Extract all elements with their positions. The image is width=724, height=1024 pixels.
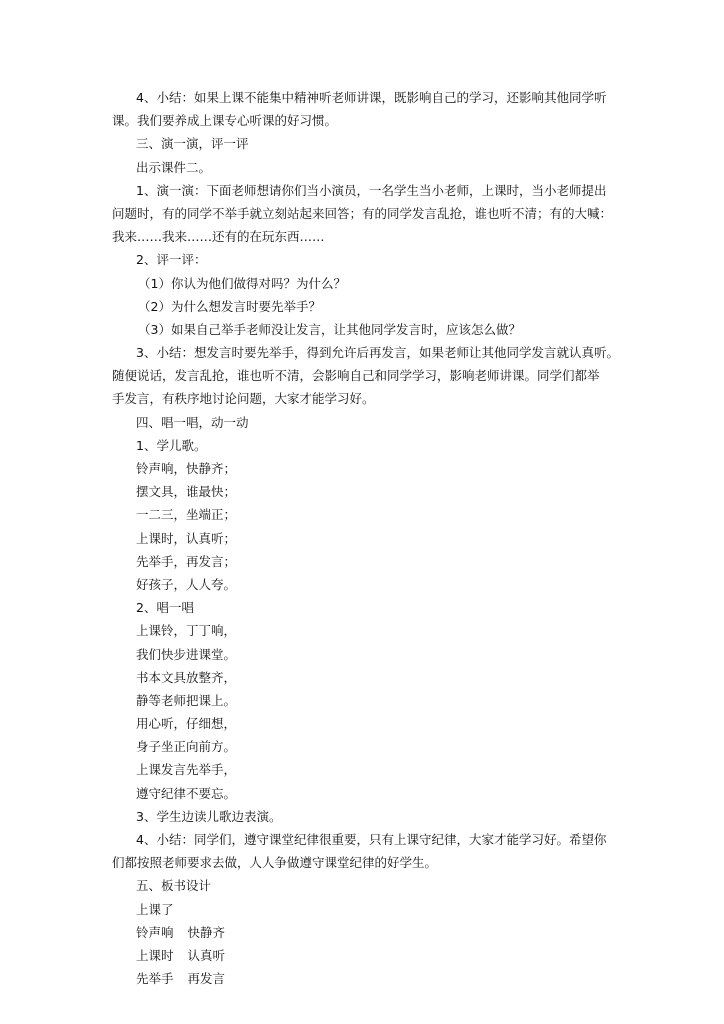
summary-paragraph-1-line-1: 4、小结：如果上课不能集中精神听老师讲课，既影响自己的学习，还影响其他同学听: [136, 90, 607, 105]
perform-rhyme-line: 3、学生边读儿歌边表演。: [136, 808, 282, 824]
song-lyric-line: 上课发言先举手，: [136, 762, 237, 778]
board-row-right: 再发言: [187, 971, 226, 987]
song-lyric-line: 静等老师把课上。: [136, 692, 237, 708]
evaluate-question-1: （1）你认为他们做得对吗？为什么？: [138, 275, 346, 291]
rhyme-line: 先举手，再发言；: [136, 553, 237, 569]
learn-rhyme-heading: 1、学儿歌。: [136, 437, 207, 453]
act-paragraph-line-2: 问题时，有的同学不举手就立刻站起来回答；有的同学发言乱抢，谁也听不清；有的大喊：: [112, 205, 613, 221]
rhyme-line: 上课时，认真听；: [136, 530, 237, 546]
board-row-left: 铃声响: [136, 924, 174, 940]
summary-paragraph-1-line-2: 课。我们要养成上课专心听课的好习惯。: [112, 113, 338, 129]
board-row-left: 上课时: [136, 947, 174, 963]
rhyme-line: 铃声响，快静齐；: [136, 461, 237, 476]
act-paragraph-line-3: 我来……我来……还有的在玩东西……: [112, 229, 325, 245]
board-row: [112, 921, 628, 944]
summary-paragraph-2-line-1: 3、小结：想发言时要先举手，得到允许后再发言，如果老师让其他同学发言就认真听。: [136, 345, 619, 361]
sing-heading: 2、唱一唱: [136, 600, 194, 616]
section-3-show-courseware: 出示课件二。: [136, 159, 212, 175]
evaluate-heading: 2、评一评：: [136, 252, 207, 268]
summary-paragraph-3-line-1: 4、小结：同学们，遵守课堂纪律很重要，只有上课守纪律，大家才能学习好。希望你: [136, 832, 607, 847]
document-body: [112, 86, 628, 990]
rhyme-line: 好孩子，人人夸。: [136, 576, 237, 592]
song-lyric-line: 遵守纪律不要忘。: [136, 785, 237, 801]
board-row-right: 认真听: [187, 947, 226, 963]
evaluate-question-3: （3）如果自己举手老师没让发言，让其他同学发言时，应该怎么做？: [138, 321, 521, 337]
song-lyric-line: 上课铃，丁丁响，: [136, 623, 237, 639]
board-row: [112, 944, 628, 967]
song-lyric-line: 用心听，仔细想，: [136, 716, 237, 732]
rhyme-line: 一二三，坐端正；: [136, 507, 237, 523]
board-row: [112, 967, 628, 990]
board-row-right: 快静齐: [187, 924, 226, 940]
board-row-left: 先举手: [136, 971, 174, 987]
section-3-heading: 三、演一演，评一评: [136, 136, 249, 152]
evaluate-question-2: （2）为什么想发言时要先举手？: [138, 298, 321, 314]
rhyme-line: 摆文具，谁最快；: [136, 484, 237, 500]
summary-paragraph-2-line-3: 手发言，有秩序地讨论问题，大家才能学习好。: [112, 391, 375, 407]
act-paragraph-line-1: 1、演一演：下面老师想请你们当小演员，一名学生当小老师，上课时，当小老师提出: [136, 182, 607, 198]
section-5-heading: 五、板书设计: [136, 878, 212, 894]
summary-paragraph-3-line-2: 们都按照老师要求去做，人人争做遵守课堂纪律的好学生。: [112, 855, 438, 871]
board-title: 上课了: [136, 901, 174, 917]
song-lyric-line: 书本文具放整齐，: [136, 669, 237, 685]
section-4-heading: 四、唱一唱，动一动: [136, 414, 249, 430]
song-lyric-line: 身子坐正向前方。: [136, 739, 237, 755]
summary-paragraph-2-line-2: 随便说话，发言乱抢，谁也听不清，会影响自己和同学学习，影响老师讲课。同学们都举: [112, 368, 600, 384]
song-lyric-line: 我们快步进课堂。: [136, 646, 237, 662]
